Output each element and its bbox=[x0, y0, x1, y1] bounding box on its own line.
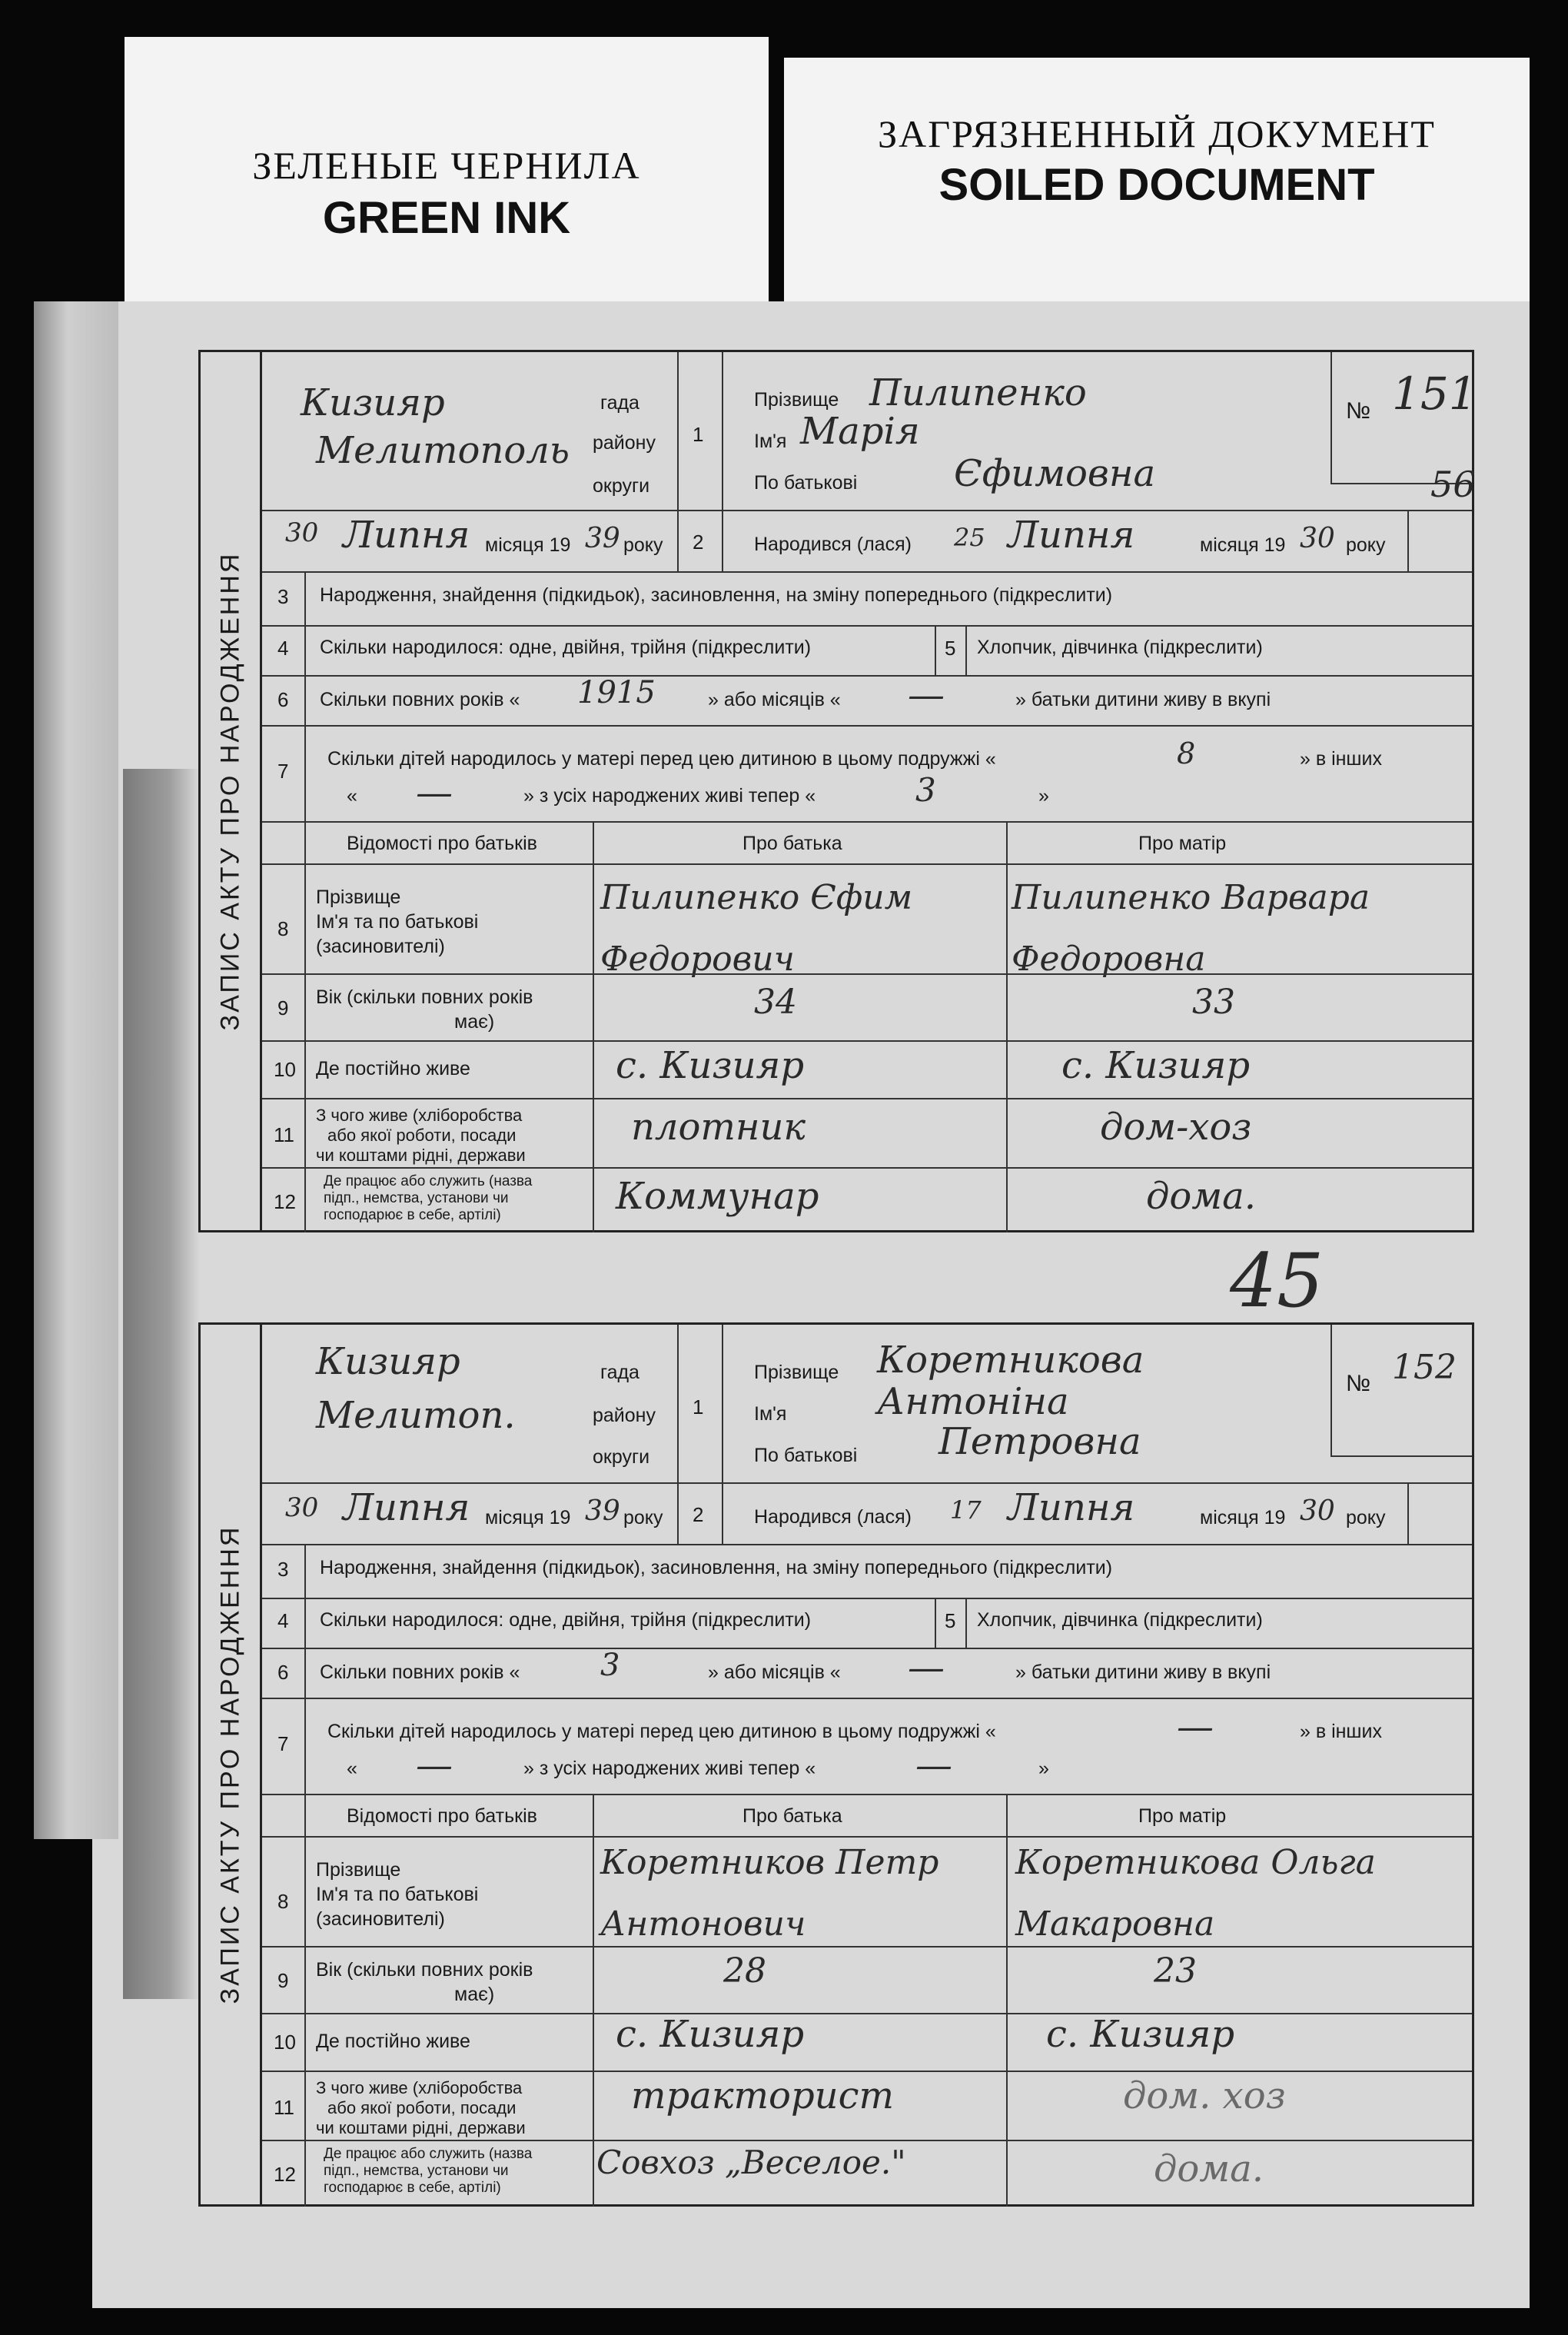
record-number-value-2: 152 bbox=[1392, 1348, 1457, 1387]
village-value-2: Кизияр bbox=[316, 1340, 460, 1383]
birth-day-value-2: 17 bbox=[950, 1495, 982, 1525]
parents-info-header-2: Відомості про батьків bbox=[347, 1805, 537, 1827]
row6-text-b: » або місяців « bbox=[708, 689, 841, 710]
row4-text: Скільки народилося: одне, двійня, трійня (підкреслити) bbox=[320, 637, 812, 658]
father-residence-value-2: с. Кизияр bbox=[616, 2013, 805, 2056]
row6-text-a: Скільки повних років « bbox=[320, 689, 520, 710]
father-header: Про батька bbox=[742, 833, 842, 854]
children-alive-value-2: — bbox=[915, 1744, 952, 1787]
surname-label: Прізвище bbox=[754, 389, 839, 411]
side-number-value: 56 bbox=[1430, 464, 1476, 505]
row8-label-b: Ім'я та по батькові bbox=[316, 911, 479, 933]
gada-label-2: гада bbox=[600, 1362, 639, 1383]
reg-day-value: 30 bbox=[285, 517, 319, 548]
record-side-title bbox=[201, 352, 262, 1230]
row8-label-c: (засиновителі) bbox=[316, 936, 445, 957]
father-occupation-value-2: тракторист bbox=[631, 2074, 894, 2117]
reg-month-value-2: Липня bbox=[343, 1486, 470, 1529]
born-label: Народився (лася) bbox=[754, 534, 912, 555]
row7-text-c-2: « bbox=[347, 1758, 357, 1779]
row11-label-b-2: або якої роботи, посади bbox=[327, 2098, 517, 2117]
row11-label-b: або якої роботи, посади bbox=[327, 1126, 517, 1145]
father-work-value: Коммунар bbox=[616, 1175, 819, 1218]
name-value: Марія bbox=[800, 410, 920, 453]
children-before-value-2: — bbox=[1177, 1705, 1214, 1748]
row7-text-c: « bbox=[347, 785, 357, 807]
row7-text-b: » в інших bbox=[1300, 748, 1382, 770]
birth-month-value-2: Липня bbox=[1008, 1486, 1135, 1529]
row7-text-d: » з усіх народжених живі тепер « bbox=[523, 785, 816, 807]
mother-occupation-value-2: дом. хоз bbox=[1123, 2074, 1286, 2117]
record-side-title-text-2: ЗАПИС АКТУ ПРО НАРОДЖЕННЯ bbox=[215, 1525, 244, 2004]
row12-label-c: господарює в себе, артілі) bbox=[324, 1207, 501, 1223]
row8-label-c-2: (засиновителі) bbox=[316, 1908, 445, 1930]
months-together-value-2: — bbox=[908, 1646, 945, 1689]
row9-label-b: має) bbox=[454, 1011, 495, 1033]
surname-label-2: Прізвище bbox=[754, 1362, 839, 1383]
father-name-value-2: Коретников Петр Антонович bbox=[600, 1843, 939, 1944]
mother-occupation-value: дом-хоз bbox=[1100, 1106, 1252, 1149]
okrugy-label: округи bbox=[593, 475, 650, 497]
row12-label-c-2: господарює в себе, артілі) bbox=[324, 2180, 501, 2196]
birth-record-152: ЗАПИС АКТУ ПРО НАРОДЖЕННЯ Кизияр гада Мелитоп. району округи 30 Липня місяця 19 39 року 1 2 Прізвище Коретникова Ім'я Антоніна По батькові Петровна № 152 Народився (лася) 17 Липня місяця 19 30 року 3 Народження, знайдення (підкидьок), засиновлення, на зміну попереднього (підкреслити) 4 Скільки народилося: одне, двійня, трійня (підкреслити) 5 Хлопчик, дівчинка (підкреслити) 6 Скільки повних років « 3 » або місяців « — » батьки дитини живу в вкупі 7 Скільки дітей народилось у матері перед цею дитиною в цьому подружжі « — » в інших « — » з усіх народжених живі тепер « — » Відомості про батьків Про батька Про матір 8 Прізвище Ім'я та по батькові (засиновителі) Коретников Петр Антонович Коретникова Ольга Макаровна 9 Вік (скільки повних років має) 28 23 10 Де постійно живе с. Кизияр с. Кизияр 11 З чого живе (хліборобства або якої роботи, посади чи коштами рідні, держави тракторист дом. хоз 12 Де працює або служить (назва підп., немства, установи чи господарює в себе, артілі) Совхоз „Веселое." дома. bbox=[198, 1322, 1474, 2207]
margin-mark: 45 bbox=[1230, 1238, 1324, 1324]
month-year-label-2: місяця 19 bbox=[1200, 534, 1286, 556]
district-value: Мелитополь bbox=[316, 429, 570, 472]
row5-text: Хлопчик, дівчинка (підкреслити) bbox=[977, 637, 1263, 658]
patronymic-value: Єфимовна bbox=[954, 452, 1156, 495]
green-ink-label-ru: ЗЕЛЕНЫЕ ЧЕРНИЛА bbox=[252, 144, 641, 187]
roku-label-2: року bbox=[1346, 534, 1386, 556]
months-together-value: — bbox=[908, 674, 945, 717]
row12-label-b: підп., немства, установи чи bbox=[324, 1190, 509, 1206]
okrugy-label-2: округи bbox=[593, 1446, 650, 1468]
row12-label-a: Де працює або служить (назва bbox=[324, 1173, 533, 1189]
row11-label-c-2: чи коштами рідні, держави bbox=[316, 2118, 526, 2137]
month-year-label-3: місяця 19 bbox=[485, 1507, 571, 1528]
name-label: Ім'я bbox=[754, 431, 787, 452]
row6-text-b-2: » або місяців « bbox=[708, 1661, 841, 1683]
father-work-value-2: Совхоз „Веселое." bbox=[596, 2144, 906, 2181]
row10-label-2: Де постійно живе bbox=[316, 2031, 470, 2052]
green-ink-label-en: GREEN INK bbox=[322, 193, 571, 243]
green-ink-label bbox=[125, 37, 769, 302]
mother-residence-value-2: с. Кизияр bbox=[1046, 2013, 1235, 2056]
children-alive-value: 3 bbox=[915, 771, 936, 809]
parents-info-header: Відомості про батьків bbox=[347, 833, 537, 854]
row7-text-e-2: » bbox=[1038, 1758, 1049, 1779]
row7-text-b-2: » в інших bbox=[1300, 1721, 1382, 1742]
row7-text-a: Скільки дітей народилось у матері перед цею дитиною в цьому подружжі « bbox=[327, 748, 996, 770]
row7-text-d-2: » з усіх народжених живі тепер « bbox=[523, 1758, 816, 1779]
surname-value: Пилипенко bbox=[869, 371, 1087, 414]
father-residence-value: с. Кизияр bbox=[616, 1044, 805, 1087]
years-together-value: 1915 bbox=[577, 675, 656, 710]
mother-header: Про матір bbox=[1138, 833, 1227, 854]
mother-age-value-2: 23 bbox=[1154, 1951, 1197, 1991]
row11-label-c: чи коштами рідні, держави bbox=[316, 1146, 526, 1165]
roku-label-3: року bbox=[623, 1507, 663, 1528]
soiled-document-label bbox=[784, 58, 1530, 311]
birth-year-value: 30 bbox=[1300, 523, 1335, 554]
row7-text-a-2: Скільки дітей народилось у матері перед цею дитиною в цьому подружжі « bbox=[327, 1721, 996, 1742]
month-year-label-4: місяця 19 bbox=[1200, 1507, 1286, 1528]
children-other-value-2: — bbox=[416, 1744, 453, 1787]
father-occupation-value: плотник bbox=[631, 1106, 806, 1149]
row8-label-b-2: Ім'я та по батькові bbox=[316, 1884, 479, 1905]
patronymic-label: По батькові bbox=[754, 472, 858, 494]
mother-name-value: Пилипенко Варвара Федоровна bbox=[1012, 878, 1370, 979]
birth-month-value: Липня bbox=[1008, 514, 1135, 557]
soiled-document-label-ru: ЗАГРЯЗНЕННЫЙ ДОКУМЕНТ bbox=[878, 112, 1436, 155]
patronymic-value-2: Петровна bbox=[938, 1420, 1141, 1463]
years-together-value-2: 3 bbox=[600, 1648, 620, 1683]
row10-label: Де постійно живе bbox=[316, 1058, 470, 1079]
row9-label-a-2: Вік (скільки повних років bbox=[316, 1959, 533, 1981]
father-age-value-2: 28 bbox=[723, 1951, 766, 1991]
born-label-2: Народився (лася) bbox=[754, 1506, 912, 1528]
record-side-title-text: ЗАПИС АКТУ ПРО НАРОДЖЕННЯ bbox=[215, 551, 244, 1031]
rayonu-label-2: району bbox=[593, 1405, 656, 1426]
children-other-value: — bbox=[416, 771, 453, 814]
reg-year-value: 39 bbox=[585, 523, 620, 554]
roku-label-4: року bbox=[1346, 1507, 1386, 1528]
patronymic-label-2: По батькові bbox=[754, 1445, 858, 1466]
row9-label-a: Вік (скільки повних років bbox=[316, 986, 533, 1008]
record-number-label-2: № bbox=[1346, 1371, 1371, 1396]
reg-month-value: Липня bbox=[343, 514, 470, 557]
name-value-2: Антоніна bbox=[877, 1380, 1069, 1423]
record-side-title-2 bbox=[201, 1325, 262, 2204]
soiled-document-label-en: SOILED DOCUMENT bbox=[938, 160, 1375, 210]
birth-day-value: 25 bbox=[954, 523, 985, 552]
father-name-value: Пилипенко Єфим Федорович bbox=[600, 878, 913, 979]
birth-record-151: ЗАПИС АКТУ ПРО НАРОДЖЕННЯ Кизияр гада Мелитополь району округи 30 Липня місяця 19 39 року 1 2 Прізвище Пилипенко Ім'я Марія По батькові Єфимовна № 151 56 Народився (лася) 25 Липня місяця 19 30 року 3 Народження, знайдення (підкидьок), засиновлення, на зміну попереднього (підкреслити) 4 Скільки народилося: одне, двійня, трійня (підкреслити) 5 Хлопчик, дівчинка (підкреслити) 6 Скільки повних років « 1915 » або місяців « — » батьки дитини живу в вкупі 7 Скільки дітей народилось у матері перед цею дитиною в цьому подружжі « 8 » в інших « — » з усіх народжених живі тепер « 3 » Відомості про батьків Про батька Про матір 8 Прізвище Ім'я та по батькові (засиновителі) Пилипенко Єфим Федорович Пилипенко Варвара Федоровна 9 Вік (скільки повних років має) 34 33 10 Де постійно живе с. Кизияр с. Кизияр 11 З чого живе (хліборобства або якої роботи, посади чи коштами рідні, держави плотник дом-хоз 12 Де працює або служить (назва підп., немства, установи чи господарює в себе, артілі) Коммунар дома. bbox=[198, 350, 1474, 1232]
mother-work-value: дома. bbox=[1146, 1175, 1256, 1218]
row11-label-a-2: З чого живе (хліборобства bbox=[316, 2078, 523, 2097]
row3-text-2: Народження, знайдення (підкидьок), засиновлення, на зміну попереднього (підкреслити) bbox=[320, 1557, 1113, 1578]
mother-residence-value: с. Кизияр bbox=[1061, 1044, 1251, 1087]
roku-label: року bbox=[623, 534, 663, 556]
mother-name-value-2: Коретникова Ольга Макаровна bbox=[1015, 1843, 1376, 1944]
village-value: Кизияр bbox=[301, 381, 445, 424]
reg-day-value-2: 30 bbox=[285, 1492, 319, 1523]
row4-text-2: Скільки народилося: одне, двійня, трійня (підкреслити) bbox=[320, 1609, 812, 1631]
mother-age-value: 33 bbox=[1192, 983, 1235, 1022]
row8-label-a-2: Прізвище bbox=[316, 1859, 401, 1881]
record-number-label: № bbox=[1346, 398, 1371, 424]
row6-text-c: » батьки дитини живу в вкупі bbox=[1015, 689, 1271, 710]
mother-work-value-2: дома. bbox=[1154, 2147, 1264, 2190]
row6-text-a-2: Скільки повних років « bbox=[320, 1661, 520, 1683]
father-age-value: 34 bbox=[754, 983, 797, 1022]
district-value-2: Мелитоп. bbox=[316, 1394, 516, 1437]
row6-text-c-2: » батьки дитини живу в вкупі bbox=[1015, 1661, 1271, 1683]
record-number-value: 151 bbox=[1392, 368, 1477, 420]
reg-year-value-2: 39 bbox=[585, 1495, 620, 1527]
rayonu-label: району bbox=[593, 432, 656, 454]
row5-text-2: Хлопчик, дівчинка (підкреслити) bbox=[977, 1609, 1263, 1631]
gada-label: гада bbox=[600, 392, 639, 414]
children-before-value: 8 bbox=[1177, 737, 1196, 770]
name-label-2: Ім'я bbox=[754, 1403, 787, 1425]
row12-label-a-2: Де працює або служить (назва bbox=[324, 2146, 533, 2162]
page-torn-edge bbox=[34, 301, 118, 1839]
row12-label-b-2: підп., немства, установи чи bbox=[324, 2163, 509, 2179]
row9-label-b-2: має) bbox=[454, 1984, 495, 2005]
month-year-label: місяця 19 bbox=[485, 534, 571, 556]
row3-text: Народження, знайдення (підкидьок), засиновлення, на зміну попереднього (підкреслити) bbox=[320, 584, 1113, 606]
mother-header-2: Про матір bbox=[1138, 1805, 1227, 1827]
father-header-2: Про батька bbox=[742, 1805, 842, 1827]
page-shadow bbox=[123, 769, 200, 1999]
birth-year-value-2: 30 bbox=[1300, 1495, 1335, 1527]
row11-label-a: З чого живе (хліборобства bbox=[316, 1106, 523, 1125]
surname-value-2: Коретникова bbox=[877, 1339, 1144, 1382]
row8-label-a: Прізвище bbox=[316, 886, 401, 908]
row7-text-e: » bbox=[1038, 785, 1049, 807]
